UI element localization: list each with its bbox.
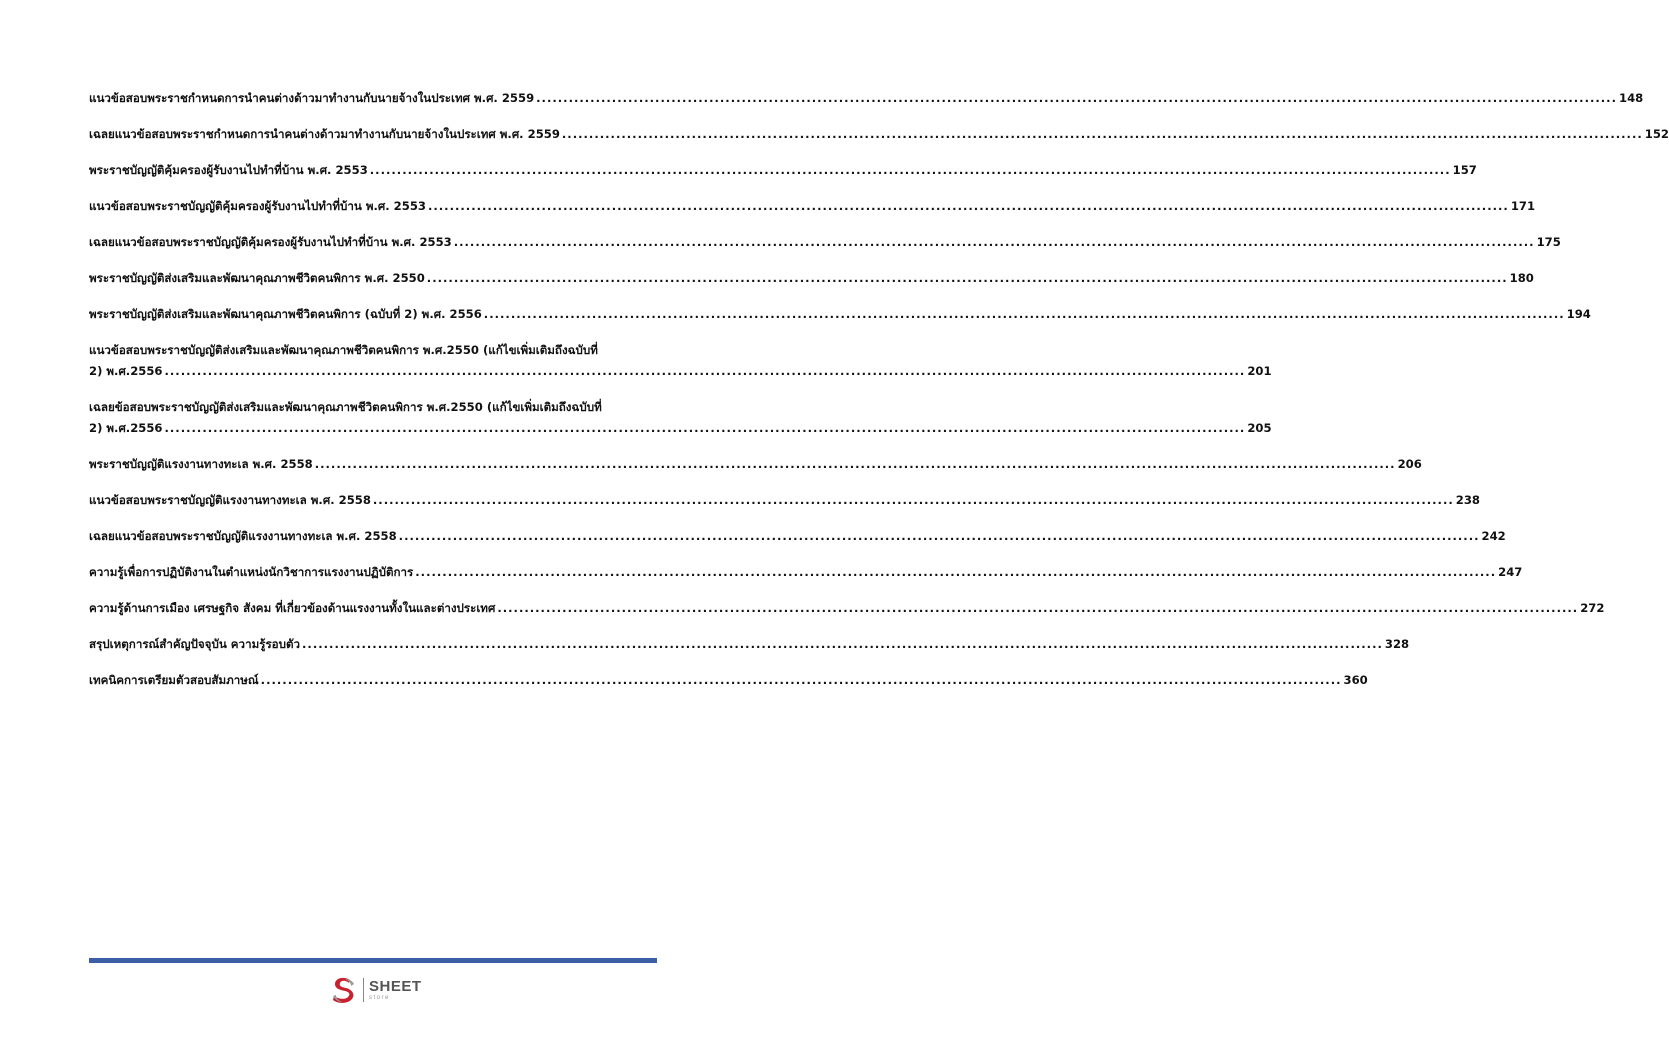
toc-entry[interactable] bbox=[89, 88, 1644, 109]
toc-entry[interactable] bbox=[89, 124, 1669, 145]
toc-entry[interactable] bbox=[89, 598, 1605, 619]
dot-leader bbox=[536, 88, 1617, 109]
logo-text-block bbox=[369, 979, 422, 1001]
toc-entry-page: 360 bbox=[1343, 673, 1368, 687]
toc-entry-title: เฉลยข้อสอบพระราชบัญญัติส่งเสริมและพัฒนาคุณภาพชีวิตคนพิการ พ.ศ.2550 (แก้ไขเพิ่มเติมถึงฉบับที่ bbox=[89, 400, 602, 414]
toc-entry-title: แนวข้อสอบพระราชบัญญัติแรงงานทางทะเล พ.ศ. 2558 bbox=[89, 493, 371, 507]
dot-leader bbox=[302, 634, 1383, 655]
dot-leader bbox=[454, 232, 1535, 253]
toc-entry[interactable] bbox=[89, 268, 1534, 289]
toc-entry-title: แนวข้อสอบพระราชกำหนดการนำคนต่างด้าวมาทำงานกับนายจ้างในประเทศ พ.ศ. 2559 bbox=[89, 91, 535, 105]
toc-entry-page: 205 bbox=[1247, 421, 1272, 435]
toc-entry[interactable] bbox=[89, 304, 1591, 325]
toc-entry-title-continued: 2) พ.ศ.2556 bbox=[89, 364, 163, 378]
toc-entry[interactable] bbox=[89, 196, 1536, 217]
toc-entry-title: เฉลยแนวข้อสอบพระราชกำหนดการนำคนต่างด้าวมาทำงานกับนายจ้างในประเทศ พ.ศ. 2559 bbox=[89, 127, 560, 141]
logo-divider bbox=[363, 978, 364, 1002]
toc-entry-page: 272 bbox=[1580, 601, 1605, 615]
toc-entry-page: 201 bbox=[1247, 364, 1272, 378]
toc-entry[interactable] bbox=[89, 232, 1561, 253]
dot-leader bbox=[315, 454, 1396, 475]
dot-leader bbox=[399, 526, 1480, 547]
footer-divider-bar bbox=[89, 958, 657, 963]
dot-leader bbox=[415, 562, 1496, 583]
toc-entry[interactable] bbox=[89, 340, 1272, 382]
toc-entry[interactable] bbox=[89, 397, 1272, 439]
toc-entry[interactable] bbox=[89, 670, 1368, 691]
toc-entry[interactable] bbox=[89, 526, 1506, 547]
toc-entry-title: ความรู้เพื่อการปฏิบัติงานในตำแหน่งนักวิชาการแรงงานปฏิบัติการ bbox=[89, 565, 414, 579]
toc-entry-page: 242 bbox=[1481, 529, 1506, 543]
toc-entry-page: 157 bbox=[1452, 163, 1477, 177]
toc-entry-page: 148 bbox=[1619, 91, 1644, 105]
toc-entry-title: พระราชบัญญัติคุ้มครองผู้รับงานไปทำที่บ้าน พ.ศ. 2553 bbox=[89, 163, 368, 177]
toc-entry-title: พระราชบัญญัติส่งเสริมและพัฒนาคุณภาพชีวิตคนพิการ (ฉบับที่ 2) พ.ศ. 2556 bbox=[89, 307, 482, 321]
dot-leader bbox=[428, 196, 1509, 217]
toc-entry-page: 328 bbox=[1384, 637, 1410, 651]
toc-entry-page: 194 bbox=[1566, 307, 1591, 321]
toc-entry-title: สรุปเหตุการณ์สำคัญปัจจุบัน ความรู้รอบตัว bbox=[89, 637, 301, 651]
toc-entry-page: 238 bbox=[1455, 493, 1480, 507]
toc-entry-page: 175 bbox=[1536, 235, 1561, 249]
toc-entry-title: พระราชบัญญัติแรงงานทางทะเล พ.ศ. 2558 bbox=[89, 457, 313, 471]
dot-leader bbox=[427, 268, 1508, 289]
sheet-s-logo-icon bbox=[329, 974, 359, 1006]
toc-entry-title: เทคนิคการเตรียมตัวสอบสัมภาษณ์ bbox=[89, 673, 259, 687]
toc-entry[interactable] bbox=[89, 562, 1523, 583]
table-of-contents bbox=[89, 88, 1669, 706]
dot-leader bbox=[261, 670, 1342, 691]
sheet-store-logo bbox=[329, 973, 439, 1007]
toc-entry[interactable] bbox=[89, 490, 1480, 511]
toc-entry-title: ความรู้ด้านการเมือง เศรษฐกิจ สังคม ที่เกี่ยวข้องด้านแรงงานทั้งในและต่างประเทศ bbox=[89, 601, 496, 615]
toc-entry-title: แนวข้อสอบพระราชบัญญัติส่งเสริมและพัฒนาคุณภาพชีวิตคนพิการ พ.ศ.2550 (แก้ไขเพิ่มเติมถึงฉบับที่ bbox=[89, 343, 598, 357]
dot-leader bbox=[562, 124, 1643, 145]
toc-entry[interactable] bbox=[89, 634, 1410, 655]
dot-leader bbox=[497, 598, 1578, 619]
logo-wordmark: SHEET bbox=[369, 978, 422, 995]
dot-leader bbox=[373, 490, 1454, 511]
toc-entry-page: 152 bbox=[1644, 127, 1669, 141]
toc-entry-title: พระราชบัญญัติส่งเสริมและพัฒนาคุณภาพชีวิตคนพิการ พ.ศ. 2550 bbox=[89, 271, 425, 285]
dot-leader bbox=[370, 160, 1451, 181]
toc-entry[interactable] bbox=[89, 160, 1477, 181]
toc-entry-title: แนวข้อสอบพระราชบัญญัติคุ้มครองผู้รับงานไปทำที่บ้าน พ.ศ. 2553 bbox=[89, 199, 426, 213]
dot-leader bbox=[164, 361, 1245, 382]
logo-subtext: store bbox=[369, 995, 390, 1001]
dot-leader bbox=[164, 418, 1245, 439]
toc-entry-title-continued: 2) พ.ศ.2556 bbox=[89, 421, 163, 435]
toc-entry-title: เฉลยแนวข้อสอบพระราชบัญญัติคุ้มครองผู้รับงานไปทำที่บ้าน พ.ศ. 2553 bbox=[89, 235, 452, 249]
toc-entry-page: 171 bbox=[1510, 199, 1536, 213]
toc-entry-page: 247 bbox=[1498, 565, 1523, 579]
toc-entry[interactable] bbox=[89, 454, 1422, 475]
dot-leader bbox=[484, 304, 1565, 325]
toc-entry-title: เฉลยแนวข้อสอบพระราชบัญญัติแรงงานทางทะเล พ.ศ. 2558 bbox=[89, 529, 397, 543]
toc-entry-page: 206 bbox=[1397, 457, 1422, 471]
toc-entry-page: 180 bbox=[1509, 271, 1534, 285]
